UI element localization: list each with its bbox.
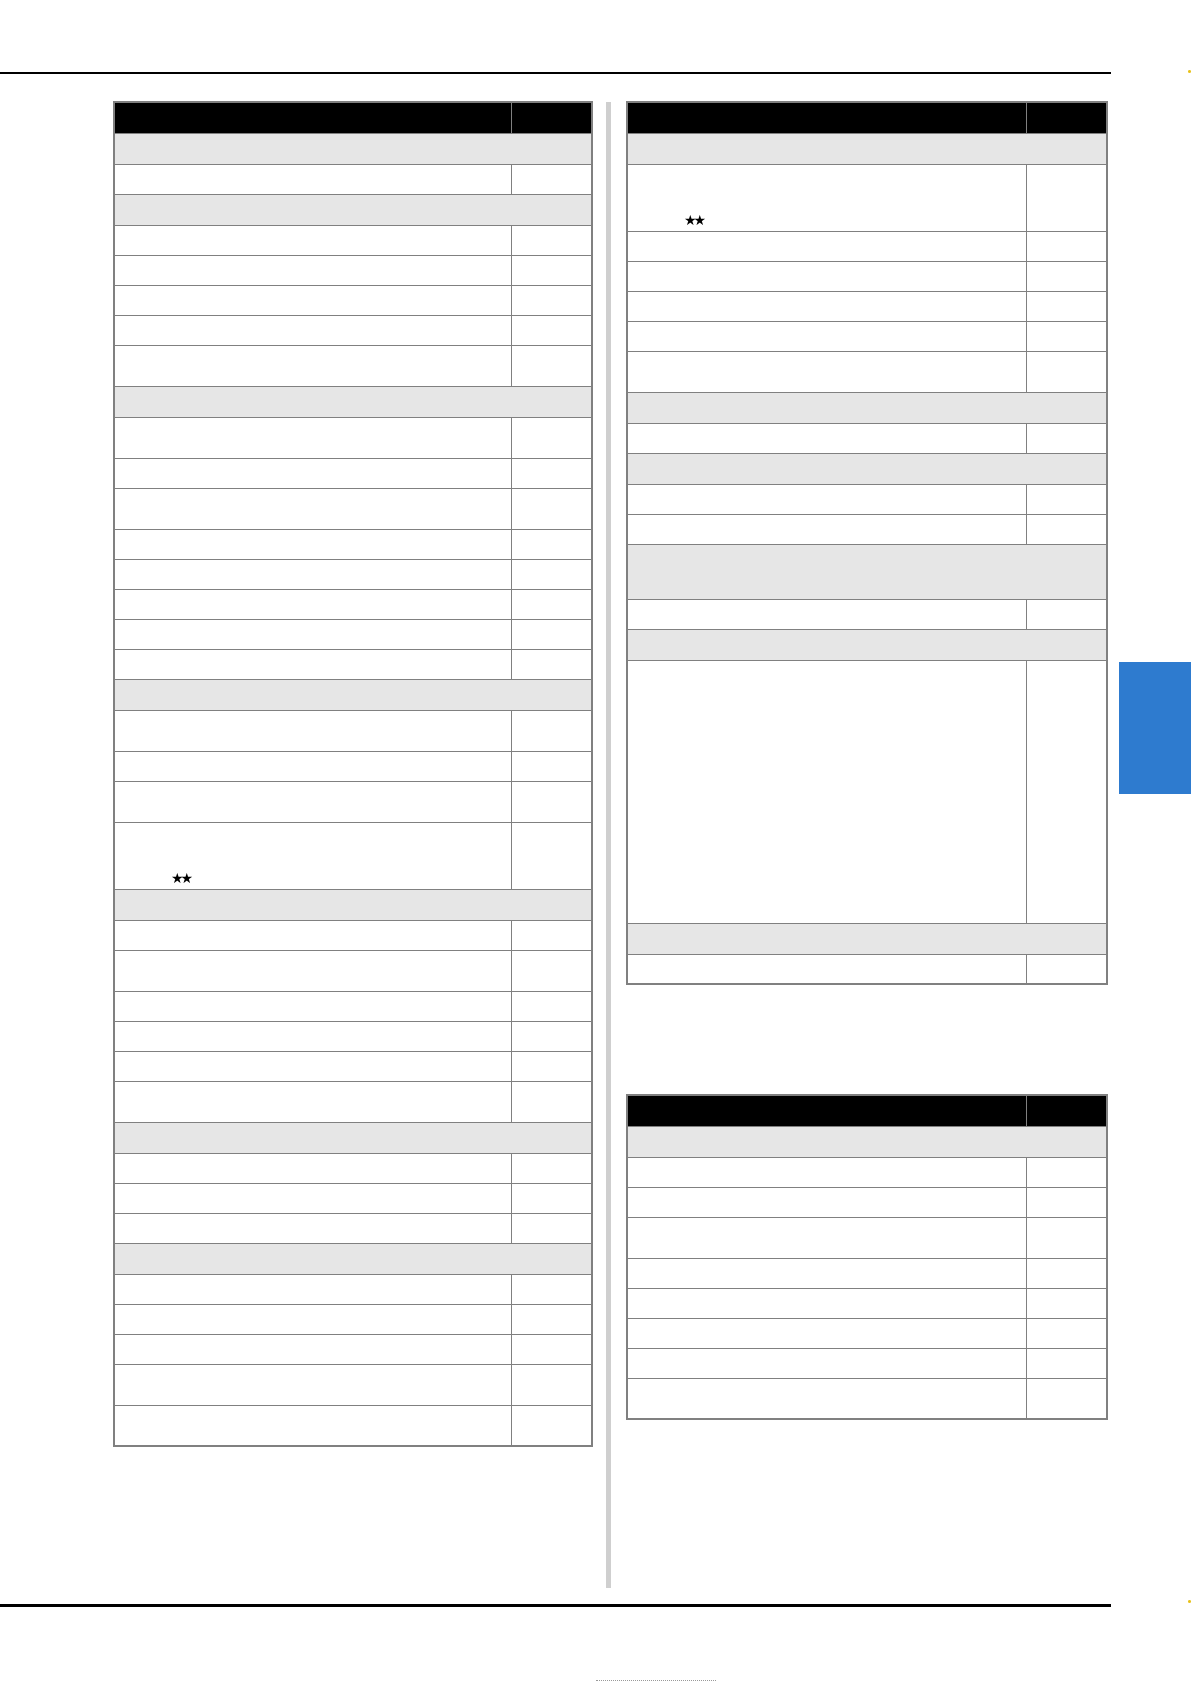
section-heading-cell bbox=[114, 679, 592, 710]
setting-cell bbox=[114, 649, 511, 679]
double-star-icon: ★★ bbox=[171, 869, 191, 886]
section-heading-cell bbox=[114, 889, 592, 920]
footer-print-mark bbox=[596, 1680, 716, 1683]
page-cell bbox=[511, 1081, 592, 1122]
page-cell bbox=[511, 458, 592, 488]
page-cell bbox=[1026, 1348, 1107, 1378]
table-row bbox=[627, 351, 1107, 392]
page-cell bbox=[1026, 291, 1107, 321]
page-cell bbox=[1026, 484, 1107, 514]
table-row bbox=[627, 164, 1107, 231]
setting-cell bbox=[114, 991, 511, 1021]
setting-cell bbox=[627, 1217, 1026, 1258]
table-row bbox=[114, 589, 592, 619]
setting-cell bbox=[627, 954, 1026, 984]
header-page-column bbox=[1026, 1095, 1107, 1126]
settings-table-left bbox=[113, 101, 593, 1447]
table-row bbox=[627, 1217, 1107, 1258]
table-row bbox=[114, 1304, 592, 1334]
section-heading-cell bbox=[627, 629, 1107, 660]
table-row bbox=[114, 315, 592, 345]
table-row bbox=[114, 1183, 592, 1213]
section-heading-cell bbox=[627, 1126, 1107, 1157]
page-cell bbox=[1026, 514, 1107, 544]
table-row bbox=[627, 321, 1107, 351]
section-heading-cell bbox=[114, 386, 592, 417]
page-cell bbox=[1026, 1318, 1107, 1348]
setting-cell bbox=[114, 1364, 511, 1405]
section-heading-cell bbox=[114, 1122, 592, 1153]
setting-cell bbox=[114, 1213, 511, 1243]
setting-cell bbox=[114, 1405, 511, 1446]
page-cell bbox=[511, 285, 592, 315]
setting-cell bbox=[114, 417, 511, 458]
page-cell bbox=[511, 1364, 592, 1405]
setting-cell bbox=[114, 950, 511, 991]
setting-cell bbox=[627, 231, 1026, 261]
section-row bbox=[627, 392, 1107, 423]
page-cell bbox=[511, 1051, 592, 1081]
section-heading-cell bbox=[114, 194, 592, 225]
page-cell bbox=[1026, 660, 1107, 923]
double-star-icon: ★★ bbox=[684, 211, 704, 228]
table-row bbox=[114, 529, 592, 559]
table-header-row bbox=[627, 102, 1107, 133]
table-row bbox=[114, 1051, 592, 1081]
setting-cell bbox=[114, 285, 511, 315]
table-row bbox=[114, 1364, 592, 1405]
setting-cell bbox=[114, 710, 511, 751]
page-cell bbox=[511, 255, 592, 285]
setting-cell bbox=[114, 619, 511, 649]
section-heading-cell bbox=[114, 1243, 592, 1274]
table-row bbox=[114, 1021, 592, 1051]
table-row bbox=[627, 599, 1107, 629]
page-cell bbox=[511, 417, 592, 458]
setting-cell bbox=[627, 321, 1026, 351]
page-cell bbox=[1026, 954, 1107, 984]
page-cell bbox=[1026, 351, 1107, 392]
section-heading-cell bbox=[627, 133, 1107, 164]
bottom-rule bbox=[0, 1604, 1111, 1607]
page-cell bbox=[511, 315, 592, 345]
setting-cell bbox=[627, 1288, 1026, 1318]
table-row bbox=[627, 954, 1107, 984]
setting-cell bbox=[627, 291, 1026, 321]
section-heading-cell bbox=[627, 544, 1107, 599]
page-cell bbox=[511, 1213, 592, 1243]
setting-cell bbox=[114, 164, 511, 194]
table-row bbox=[114, 991, 592, 1021]
table-row bbox=[114, 710, 592, 751]
table-row bbox=[627, 423, 1107, 453]
page-cell bbox=[1026, 1157, 1107, 1187]
table-row bbox=[627, 514, 1107, 544]
page-cell bbox=[511, 488, 592, 529]
page-cell bbox=[1026, 423, 1107, 453]
setting-cell bbox=[627, 599, 1026, 629]
table-row bbox=[114, 619, 592, 649]
table-row bbox=[114, 920, 592, 950]
table-row bbox=[114, 1213, 592, 1243]
setting-cell bbox=[114, 920, 511, 950]
page-cell bbox=[511, 991, 592, 1021]
page-cell bbox=[511, 822, 592, 889]
column-divider bbox=[606, 102, 611, 1588]
setting-cell bbox=[627, 164, 1026, 231]
setting-cell bbox=[114, 559, 511, 589]
page-cell bbox=[511, 345, 592, 386]
page-cell bbox=[511, 649, 592, 679]
page-cell bbox=[511, 1274, 592, 1304]
page-cell bbox=[511, 1304, 592, 1334]
header-page-column bbox=[511, 102, 592, 133]
header-setting-column bbox=[627, 102, 1026, 133]
page-cell bbox=[1026, 231, 1107, 261]
setting-cell bbox=[627, 1348, 1026, 1378]
section-heading-cell bbox=[114, 133, 592, 164]
setting-cell bbox=[114, 488, 511, 529]
setting-cell bbox=[627, 351, 1026, 392]
table-row bbox=[114, 164, 592, 194]
table-row bbox=[627, 231, 1107, 261]
setting-cell bbox=[114, 225, 511, 255]
section-heading-cell bbox=[627, 392, 1107, 423]
section-row bbox=[627, 453, 1107, 484]
page-cell bbox=[511, 1153, 592, 1183]
table-row bbox=[114, 458, 592, 488]
table-header-row bbox=[627, 1095, 1107, 1126]
table-row bbox=[114, 255, 592, 285]
setting-cell bbox=[114, 589, 511, 619]
setting-cell bbox=[114, 751, 511, 781]
table-row bbox=[114, 285, 592, 315]
setting-cell bbox=[114, 529, 511, 559]
settings-table-right-top bbox=[626, 101, 1108, 985]
setting-cell bbox=[114, 1274, 511, 1304]
setting-cell bbox=[114, 1081, 511, 1122]
page-cell bbox=[511, 1021, 592, 1051]
section-heading-cell bbox=[627, 923, 1107, 954]
section-row bbox=[627, 923, 1107, 954]
setting-cell bbox=[114, 1304, 511, 1334]
page-cell bbox=[1026, 1378, 1107, 1419]
setting-cell bbox=[627, 660, 1026, 923]
setting-cell bbox=[114, 458, 511, 488]
table-row bbox=[114, 649, 592, 679]
top-rule bbox=[0, 72, 1111, 74]
page-cell bbox=[511, 710, 592, 751]
page-cell bbox=[511, 920, 592, 950]
section-row bbox=[114, 1122, 592, 1153]
header-setting-column bbox=[627, 1095, 1026, 1126]
setting-cell bbox=[114, 1153, 511, 1183]
table-row bbox=[114, 1274, 592, 1304]
table-row bbox=[627, 1378, 1107, 1419]
page-cell bbox=[511, 589, 592, 619]
table-row bbox=[114, 417, 592, 458]
table-row bbox=[627, 1288, 1107, 1318]
section-row bbox=[114, 889, 592, 920]
table-header-row bbox=[114, 102, 592, 133]
table-row bbox=[114, 781, 592, 822]
table-row bbox=[627, 1258, 1107, 1288]
setting-cell bbox=[114, 781, 511, 822]
page-cell bbox=[511, 751, 592, 781]
setting-cell bbox=[627, 514, 1026, 544]
page-cell bbox=[511, 225, 592, 255]
setting-cell bbox=[627, 423, 1026, 453]
section-row bbox=[627, 629, 1107, 660]
page-cell bbox=[1026, 164, 1107, 231]
table-row bbox=[114, 345, 592, 386]
section-row bbox=[627, 1126, 1107, 1157]
section-row bbox=[114, 386, 592, 417]
table-row bbox=[627, 1187, 1107, 1217]
page-cell bbox=[511, 950, 592, 991]
page-cell bbox=[1026, 261, 1107, 291]
page-cell bbox=[1026, 1217, 1107, 1258]
page-cell bbox=[1026, 1258, 1107, 1288]
page-cell bbox=[511, 781, 592, 822]
setting-cell bbox=[627, 1258, 1026, 1288]
setting-cell bbox=[114, 1021, 511, 1051]
page-cell bbox=[511, 164, 592, 194]
header-page-column bbox=[1026, 102, 1107, 133]
table-row bbox=[114, 822, 592, 889]
section-row bbox=[114, 1243, 592, 1274]
table-row bbox=[627, 1348, 1107, 1378]
table-row bbox=[627, 660, 1107, 923]
setting-cell bbox=[114, 315, 511, 345]
table-row bbox=[627, 291, 1107, 321]
table-row bbox=[627, 261, 1107, 291]
setting-cell bbox=[114, 822, 511, 889]
page-cell bbox=[511, 559, 592, 589]
table-row bbox=[114, 1405, 592, 1446]
page-cell bbox=[511, 619, 592, 649]
section-row bbox=[114, 194, 592, 225]
setting-cell bbox=[627, 484, 1026, 514]
setting-cell bbox=[627, 261, 1026, 291]
table-row bbox=[627, 484, 1107, 514]
table-row bbox=[114, 559, 592, 589]
setting-cell bbox=[114, 1183, 511, 1213]
setting-cell bbox=[114, 1334, 511, 1364]
table-row bbox=[114, 751, 592, 781]
setting-cell bbox=[627, 1187, 1026, 1217]
page-cell bbox=[511, 1405, 592, 1446]
chapter-side-tab bbox=[1119, 662, 1191, 794]
header-setting-column bbox=[114, 102, 511, 133]
page-cell bbox=[1026, 321, 1107, 351]
table-row bbox=[627, 1318, 1107, 1348]
section-row bbox=[627, 544, 1107, 599]
setting-cell bbox=[114, 255, 511, 285]
section-row bbox=[114, 679, 592, 710]
setting-cell bbox=[114, 345, 511, 386]
setting-cell bbox=[627, 1378, 1026, 1419]
setting-cell bbox=[627, 1157, 1026, 1187]
table-row bbox=[114, 488, 592, 529]
setting-cell bbox=[627, 1318, 1026, 1348]
table-row bbox=[627, 1157, 1107, 1187]
page-cell bbox=[1026, 599, 1107, 629]
table-row bbox=[114, 950, 592, 991]
table-row bbox=[114, 1153, 592, 1183]
table-row bbox=[114, 225, 592, 255]
table-row bbox=[114, 1081, 592, 1122]
section-row bbox=[627, 133, 1107, 164]
page-cell bbox=[511, 1334, 592, 1364]
setting-cell bbox=[114, 1051, 511, 1081]
page-cell bbox=[1026, 1288, 1107, 1318]
settings-table-right-bottom bbox=[626, 1094, 1108, 1420]
table-row bbox=[114, 1334, 592, 1364]
section-heading-cell bbox=[627, 453, 1107, 484]
section-row bbox=[114, 133, 592, 164]
page-cell bbox=[511, 529, 592, 559]
page-cell bbox=[511, 1183, 592, 1213]
page-cell bbox=[1026, 1187, 1107, 1217]
